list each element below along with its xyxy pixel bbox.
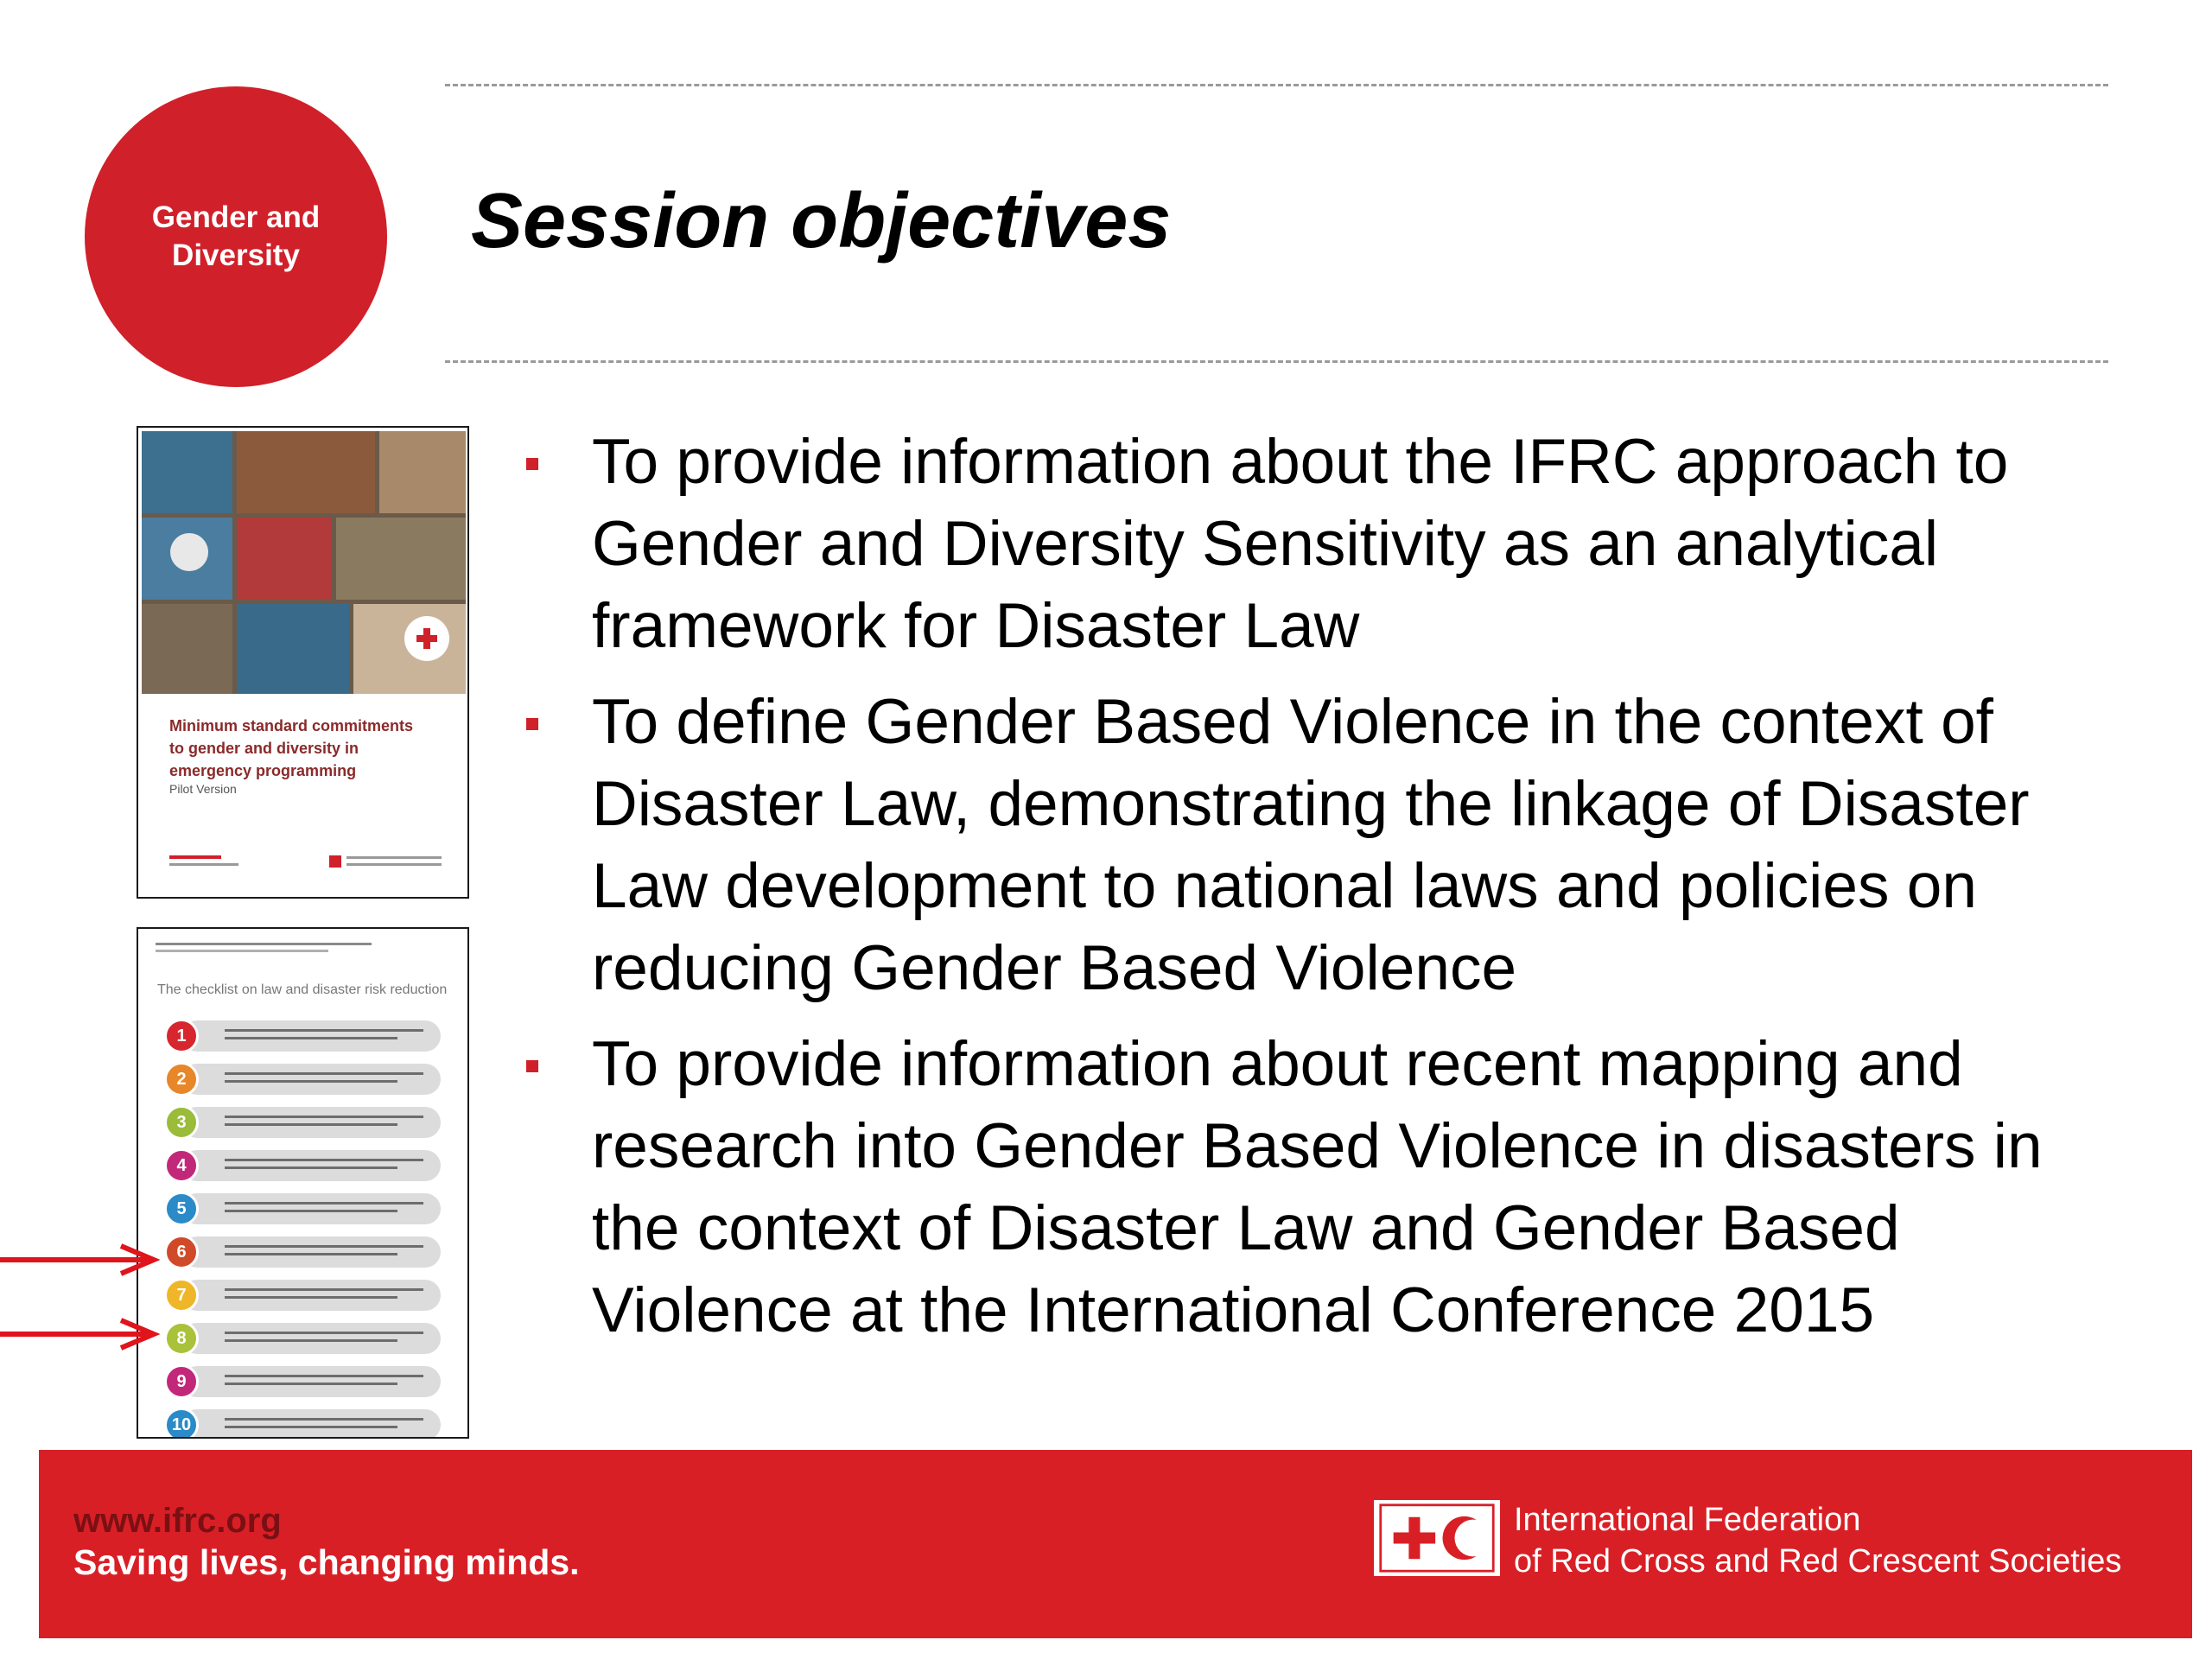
cover-subtitle: Pilot Version bbox=[169, 782, 237, 796]
objective-text: To provide information about the IFRC approach to Gender and Diversity Sensitivity as an analytical framework for Disaster Law bbox=[592, 427, 2009, 661]
checklist-item-text-line bbox=[225, 1080, 397, 1083]
red-cross-red-crescent-logo-icon bbox=[1374, 1500, 1500, 1576]
checklist-number-badge: 3 bbox=[164, 1105, 199, 1140]
objective-item bbox=[523, 681, 2104, 1009]
checklist-item-bar bbox=[181, 1107, 441, 1138]
bullet-square-icon bbox=[526, 458, 538, 470]
badge-label: Gender and Diversity bbox=[151, 200, 321, 272]
checklist-item bbox=[164, 1188, 458, 1230]
checklist-item bbox=[164, 1404, 458, 1439]
pointer-arrow-icon bbox=[0, 1243, 160, 1277]
photo-collage-image bbox=[142, 431, 466, 694]
checklist-item-bar bbox=[181, 1193, 441, 1224]
checklist-item-text-line bbox=[225, 1123, 397, 1126]
top-dashed-rule bbox=[445, 84, 2108, 86]
checklist-item-text-line bbox=[225, 1375, 423, 1377]
objectives-list bbox=[523, 421, 2104, 1365]
checklist-item bbox=[164, 1145, 458, 1187]
checklist-item-bar bbox=[181, 1236, 441, 1268]
checklist-item-bar bbox=[181, 1323, 441, 1354]
footer-slogan: Saving lives, changing minds. bbox=[73, 1542, 580, 1582]
checklist-number-badge: 4 bbox=[164, 1148, 199, 1183]
checklist-item-text-line bbox=[225, 1296, 397, 1299]
checklist-item bbox=[164, 1102, 458, 1144]
checklist-title: The checklist on law and disaster risk reduction bbox=[157, 982, 448, 997]
cover-caption: Minimum standard commitments to gender and diversity in emergency programming bbox=[169, 717, 414, 779]
checklist-item-bar bbox=[181, 1409, 441, 1439]
footer-url: www.ifrc.org bbox=[73, 1502, 282, 1540]
checklist-item-text-line bbox=[225, 1210, 397, 1212]
checklist-item bbox=[164, 1318, 458, 1360]
bottom-dashed-rule bbox=[445, 360, 2108, 363]
checklist-item bbox=[164, 1015, 458, 1058]
cover-footer-logos bbox=[169, 851, 446, 877]
checklist-item-text-line bbox=[225, 1288, 423, 1291]
organization-name: International Federation of Red Cross and Red Crescent Societies bbox=[1514, 1502, 2122, 1580]
checklist-item bbox=[164, 1058, 458, 1101]
topic-badge bbox=[85, 86, 387, 387]
checklist-header-lines bbox=[156, 941, 449, 965]
checklist-item-bar bbox=[181, 1366, 441, 1397]
checklist-item-text-line bbox=[225, 1339, 397, 1342]
checklist-item-text-line bbox=[225, 1159, 423, 1161]
pointer-arrow-icon bbox=[0, 1317, 160, 1351]
checklist-item-bar bbox=[181, 1020, 441, 1052]
checklist-item-text-line bbox=[225, 1202, 423, 1205]
objective-text: To define Gender Based Violence in the context of Disaster Law, demonstrating the linkage of Disaster Law development to national laws and policies on reducing Gender Based Violence bbox=[592, 687, 2030, 1003]
checklist-item-text-line bbox=[225, 1029, 423, 1032]
checklist-item-bar bbox=[181, 1150, 441, 1181]
checklist-item-text-line bbox=[225, 1382, 397, 1385]
checklist-item-text-line bbox=[225, 1418, 423, 1421]
checklist-number-badge: 8 bbox=[164, 1321, 199, 1356]
checklist-number-badge: 7 bbox=[164, 1278, 199, 1313]
objective-text: To provide information about recent mapping and research into Gender Based Violence in disasters in the context of Disaster Law and Gender Based Violence at the International Conference 2015 bbox=[592, 1029, 2043, 1345]
checklist-item-text-line bbox=[225, 1253, 397, 1255]
checklist-item-text-line bbox=[225, 1245, 423, 1248]
checklist-number-badge: 9 bbox=[164, 1364, 199, 1399]
checklist-thumbnail bbox=[137, 927, 469, 1439]
checklist-item-text-line bbox=[225, 1072, 423, 1075]
checklist-item bbox=[164, 1361, 458, 1403]
slide-title: Session objectives bbox=[471, 178, 1172, 264]
checklist-number-badge: 10 bbox=[164, 1408, 199, 1439]
checklist-item bbox=[164, 1274, 458, 1317]
checklist-item-bar bbox=[181, 1280, 441, 1311]
publication-cover-thumbnail bbox=[137, 426, 469, 899]
checklist-item bbox=[164, 1231, 458, 1274]
bullet-square-icon bbox=[526, 718, 538, 730]
checklist-number-badge: 6 bbox=[164, 1235, 199, 1269]
checklist-number-badge: 1 bbox=[164, 1019, 199, 1053]
checklist-item-text-line bbox=[225, 1166, 397, 1169]
objective-item bbox=[523, 1023, 2104, 1351]
checklist-item-text-line bbox=[225, 1037, 397, 1039]
checklist-item-text-line bbox=[225, 1116, 423, 1118]
checklist-items bbox=[164, 1015, 458, 1439]
objective-item bbox=[523, 421, 2104, 667]
checklist-item-text-line bbox=[225, 1426, 397, 1428]
checklist-item-text-line bbox=[225, 1332, 423, 1334]
footer-banner bbox=[39, 1450, 2192, 1638]
checklist-number-badge: 5 bbox=[164, 1192, 199, 1226]
checklist-number-badge: 2 bbox=[164, 1062, 199, 1096]
checklist-item-bar bbox=[181, 1064, 441, 1095]
bullet-square-icon bbox=[526, 1060, 538, 1072]
